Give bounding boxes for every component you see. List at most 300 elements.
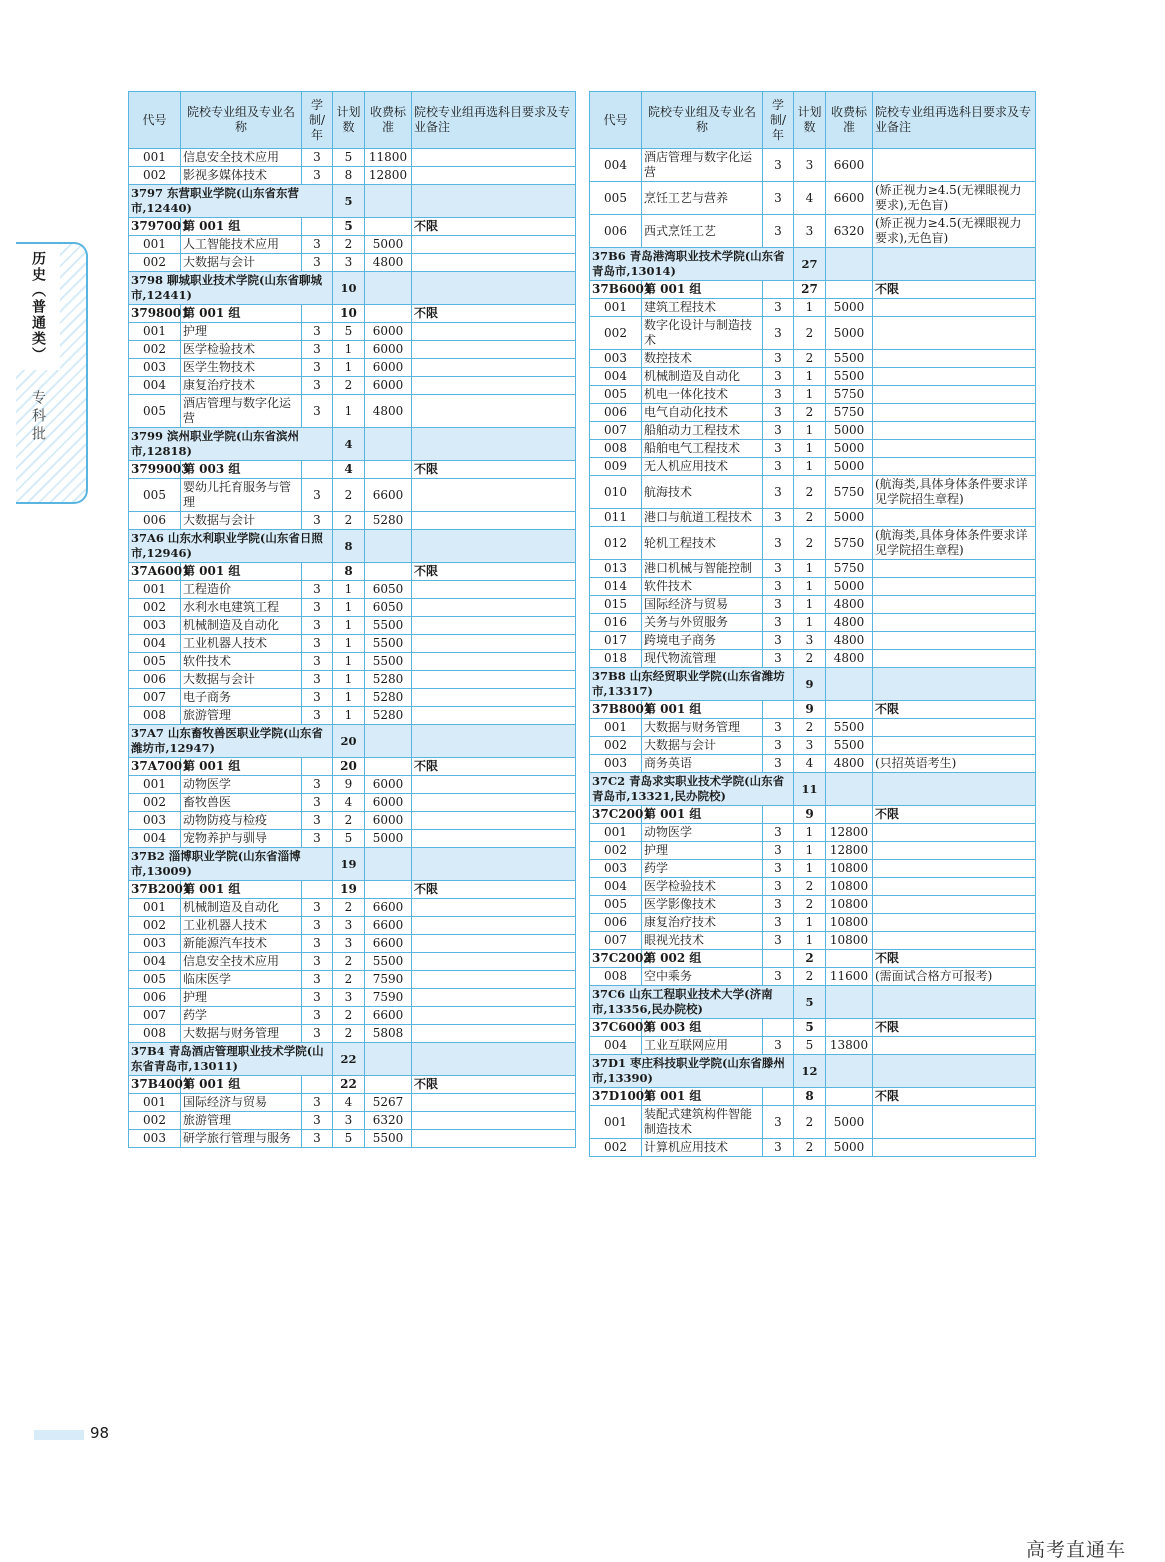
major-name: 商务英语 — [642, 755, 763, 773]
institution-row — [129, 725, 576, 758]
group-note: 不限 — [412, 305, 576, 323]
major-code: 004 — [590, 1037, 642, 1055]
institution-note-empty — [412, 272, 576, 305]
major-note — [412, 617, 576, 635]
major-note — [873, 1037, 1036, 1055]
major-fee: 5808 — [365, 1025, 412, 1043]
major-row — [590, 476, 1036, 509]
major-years: 3 — [302, 617, 333, 635]
major-years: 3 — [763, 614, 794, 632]
major-code: 004 — [590, 149, 642, 182]
institution-name: 37B4 青岛酒店管理职业技术学院(山东省青岛市,13011) — [129, 1043, 333, 1076]
major-row — [129, 830, 576, 848]
group-fee-empty — [365, 305, 412, 323]
major-note — [873, 386, 1036, 404]
major-plan: 1 — [333, 689, 365, 707]
institution-fee-empty — [826, 668, 873, 701]
group-note: 不限 — [412, 461, 576, 479]
major-note: (航海类,具体身体条件要求详见学院招生章程) — [873, 527, 1036, 560]
major-code: 001 — [590, 824, 642, 842]
institution-note-empty — [873, 248, 1036, 281]
major-row — [590, 737, 1036, 755]
major-row — [129, 599, 576, 617]
major-row — [590, 755, 1036, 773]
major-plan: 2 — [794, 404, 826, 422]
institution-row — [590, 668, 1036, 701]
group-code: 37C6003 — [590, 1019, 642, 1037]
major-note — [412, 689, 576, 707]
major-row — [590, 1139, 1036, 1157]
major-fee: 6600 — [365, 479, 412, 512]
major-note — [412, 671, 576, 689]
major-plan: 3 — [333, 1112, 365, 1130]
major-code: 007 — [590, 422, 642, 440]
group-note: 不限 — [873, 950, 1036, 968]
admission-table-right — [589, 91, 1036, 1157]
institution-plan: 11 — [794, 773, 826, 806]
major-note — [412, 917, 576, 935]
major-years: 3 — [763, 578, 794, 596]
major-years: 3 — [763, 719, 794, 737]
group-code: 37B2001 — [129, 881, 181, 899]
major-name: 空中乘务 — [642, 968, 763, 986]
major-fee: 6320 — [826, 215, 873, 248]
major-fee: 12800 — [365, 167, 412, 185]
major-years: 3 — [302, 149, 333, 167]
institution-name: 37A6 山东水利职业学院(山东省日照市,12946) — [129, 530, 333, 563]
major-code: 002 — [590, 737, 642, 755]
major-fee: 5000 — [826, 578, 873, 596]
institution-name: 3797 东营职业学院(山东省东营市,12440) — [129, 185, 333, 218]
major-row — [129, 689, 576, 707]
major-plan: 1 — [794, 596, 826, 614]
group-name: 第 001 组 — [181, 1076, 302, 1094]
major-note — [412, 794, 576, 812]
institution-note-empty — [873, 773, 1036, 806]
major-code: 002 — [129, 917, 181, 935]
institution-note-empty — [412, 530, 576, 563]
major-code: 002 — [129, 341, 181, 359]
major-plan: 3 — [794, 737, 826, 755]
major-years: 3 — [302, 1007, 333, 1025]
institution-note-empty — [412, 428, 576, 461]
header-note: 院校专业组再选科目要求及专业备注 — [412, 92, 576, 149]
major-plan: 1 — [333, 653, 365, 671]
major-note — [873, 932, 1036, 950]
page-number: 98 — [90, 1424, 110, 1442]
group-note: 不限 — [873, 701, 1036, 719]
major-fee: 5500 — [365, 1130, 412, 1148]
major-code: 002 — [129, 167, 181, 185]
major-code: 004 — [129, 953, 181, 971]
group-code: 37B6001 — [590, 281, 642, 299]
major-name: 建筑工程技术 — [642, 299, 763, 317]
major-name: 康复治疗技术 — [181, 377, 302, 395]
major-note — [412, 1025, 576, 1043]
institution-fee-empty — [365, 185, 412, 218]
major-name: 护理 — [181, 323, 302, 341]
major-name: 航海技术 — [642, 476, 763, 509]
major-name: 动物医学 — [642, 824, 763, 842]
major-row — [129, 581, 576, 599]
major-plan: 2 — [794, 650, 826, 668]
major-plan: 2 — [333, 377, 365, 395]
major-fee: 6600 — [826, 149, 873, 182]
major-code: 018 — [590, 650, 642, 668]
group-code: 37D1001 — [590, 1088, 642, 1106]
major-years: 3 — [302, 254, 333, 272]
major-fee: 10800 — [826, 860, 873, 878]
major-fee: 10800 — [826, 932, 873, 950]
institution-plan: 12 — [794, 1055, 826, 1088]
group-years-empty — [302, 218, 333, 236]
group-code: 3798001 — [129, 305, 181, 323]
major-code: 006 — [129, 512, 181, 530]
major-name: 无人机应用技术 — [642, 458, 763, 476]
major-plan: 4 — [794, 755, 826, 773]
major-code: 003 — [590, 350, 642, 368]
institution-note-empty — [412, 725, 576, 758]
major-code: 007 — [129, 1007, 181, 1025]
major-name: 大数据与会计 — [642, 737, 763, 755]
major-name: 船舶电气工程技术 — [642, 440, 763, 458]
major-row — [129, 776, 576, 794]
major-name: 宠物养护与驯导 — [181, 830, 302, 848]
major-plan: 2 — [794, 317, 826, 350]
major-fee: 5750 — [826, 560, 873, 578]
major-plan: 2 — [794, 968, 826, 986]
major-years: 3 — [302, 167, 333, 185]
major-years: 3 — [763, 317, 794, 350]
institution-plan: 4 — [333, 428, 365, 461]
major-code: 007 — [129, 689, 181, 707]
major-plan: 2 — [794, 896, 826, 914]
group-code: 37C2001 — [590, 806, 642, 824]
major-years: 3 — [763, 404, 794, 422]
group-note: 不限 — [412, 563, 576, 581]
major-plan: 5 — [333, 149, 365, 167]
major-years: 3 — [302, 599, 333, 617]
major-note — [412, 323, 576, 341]
major-code: 007 — [590, 932, 642, 950]
major-name: 大数据与会计 — [181, 254, 302, 272]
major-code: 005 — [129, 395, 181, 428]
major-fee: 13800 — [826, 1037, 873, 1055]
major-years: 3 — [302, 794, 333, 812]
major-code: 008 — [590, 968, 642, 986]
major-name: 研学旅行管理与服务 — [181, 1130, 302, 1148]
major-years: 3 — [763, 422, 794, 440]
group-note: 不限 — [412, 881, 576, 899]
major-name: 动物医学 — [181, 776, 302, 794]
major-note — [412, 1130, 576, 1148]
major-years: 3 — [763, 632, 794, 650]
group-code: 37A7001 — [129, 758, 181, 776]
group-fee-empty — [365, 758, 412, 776]
major-row — [590, 299, 1036, 317]
major-years: 3 — [763, 824, 794, 842]
major-fee: 4800 — [826, 596, 873, 614]
major-name: 大数据与会计 — [181, 671, 302, 689]
group-note: 不限 — [412, 1076, 576, 1094]
major-note — [412, 1094, 576, 1112]
major-fee: 6000 — [365, 812, 412, 830]
group-plan: 8 — [794, 1088, 826, 1106]
group-note: 不限 — [873, 806, 1036, 824]
major-code: 003 — [590, 860, 642, 878]
major-fee: 4800 — [826, 650, 873, 668]
major-years: 3 — [763, 368, 794, 386]
major-row — [129, 1130, 576, 1148]
group-fee-empty — [365, 218, 412, 236]
major-row — [590, 368, 1036, 386]
major-code: 001 — [590, 1106, 642, 1139]
group-name: 第 001 组 — [642, 281, 763, 299]
major-note — [412, 512, 576, 530]
institution-name: 37B6 青岛港湾职业技术学院(山东省青岛市,13014) — [590, 248, 794, 281]
group-plan: 5 — [333, 218, 365, 236]
major-code: 011 — [590, 509, 642, 527]
header-fee: 收费标准 — [826, 92, 873, 149]
group-name: 第 001 组 — [181, 305, 302, 323]
major-fee: 7590 — [365, 989, 412, 1007]
major-plan: 1 — [333, 617, 365, 635]
major-years: 3 — [763, 737, 794, 755]
major-plan: 1 — [794, 386, 826, 404]
major-fee: 4800 — [365, 395, 412, 428]
major-fee: 4800 — [826, 632, 873, 650]
major-fee: 6600 — [365, 899, 412, 917]
major-years: 3 — [763, 1139, 794, 1157]
major-row — [129, 377, 576, 395]
major-note — [412, 149, 576, 167]
major-row — [590, 596, 1036, 614]
major-name: 动物防疫与检疫 — [181, 812, 302, 830]
major-row — [129, 671, 576, 689]
major-years: 3 — [302, 830, 333, 848]
major-code: 004 — [590, 878, 642, 896]
major-name: 医学影像技术 — [642, 896, 763, 914]
major-plan: 1 — [794, 368, 826, 386]
major-name: 大数据与财务管理 — [642, 719, 763, 737]
header-fee: 收费标准 — [365, 92, 412, 149]
major-row — [129, 359, 576, 377]
institution-plan: 22 — [333, 1043, 365, 1076]
major-years: 3 — [302, 689, 333, 707]
institution-plan: 20 — [333, 725, 365, 758]
major-plan: 2 — [794, 509, 826, 527]
major-row — [129, 479, 576, 512]
institution-plan: 9 — [794, 668, 826, 701]
major-name: 工业机器人技术 — [181, 917, 302, 935]
group-row — [129, 218, 576, 236]
major-fee: 5500 — [365, 617, 412, 635]
major-name: 康复治疗技术 — [642, 914, 763, 932]
major-note — [873, 719, 1036, 737]
major-row — [129, 1007, 576, 1025]
group-fee-empty — [826, 1088, 873, 1106]
major-plan: 1 — [333, 671, 365, 689]
major-name: 医学检验技术 — [181, 341, 302, 359]
major-name: 药学 — [181, 1007, 302, 1025]
major-code: 013 — [590, 560, 642, 578]
major-name: 现代物流管理 — [642, 650, 763, 668]
institution-name: 3798 聊城职业技术学院(山东省聊城市,12441) — [129, 272, 333, 305]
major-row — [129, 617, 576, 635]
major-note — [873, 149, 1036, 182]
group-years-empty — [763, 281, 794, 299]
major-plan: 1 — [794, 914, 826, 932]
group-years-empty — [763, 701, 794, 719]
major-name: 人工智能技术应用 — [181, 236, 302, 254]
group-plan: 9 — [794, 701, 826, 719]
major-note — [412, 377, 576, 395]
group-plan: 20 — [333, 758, 365, 776]
major-plan: 1 — [794, 860, 826, 878]
major-note — [412, 395, 576, 428]
major-years: 3 — [302, 776, 333, 794]
major-note — [873, 650, 1036, 668]
group-plan: 10 — [333, 305, 365, 323]
major-name: 酒店管理与数字化运营 — [181, 395, 302, 428]
major-name: 烹饪工艺与营养 — [642, 182, 763, 215]
major-years: 3 — [302, 971, 333, 989]
major-plan: 3 — [333, 935, 365, 953]
group-fee-empty — [365, 881, 412, 899]
major-fee: 5750 — [826, 476, 873, 509]
major-code: 002 — [590, 1139, 642, 1157]
major-fee: 4800 — [365, 254, 412, 272]
major-plan: 2 — [794, 719, 826, 737]
major-fee: 7590 — [365, 971, 412, 989]
major-row — [129, 254, 576, 272]
major-plan: 4 — [333, 1094, 365, 1112]
major-years: 3 — [302, 1130, 333, 1148]
major-name: 港口与航道工程技术 — [642, 509, 763, 527]
major-name: 软件技术 — [181, 653, 302, 671]
major-note: (航海类,具体身体条件要求详见学院招生章程) — [873, 476, 1036, 509]
major-name: 跨境电子商务 — [642, 632, 763, 650]
major-code: 004 — [129, 830, 181, 848]
major-row — [129, 794, 576, 812]
major-years: 3 — [763, 596, 794, 614]
major-years: 3 — [763, 1106, 794, 1139]
major-note — [873, 842, 1036, 860]
major-fee: 5000 — [365, 830, 412, 848]
major-row — [129, 971, 576, 989]
major-note — [412, 1007, 576, 1025]
major-plan: 1 — [794, 578, 826, 596]
major-name: 机械制造及自动化 — [181, 617, 302, 635]
major-plan: 2 — [794, 1139, 826, 1157]
major-note — [873, 878, 1036, 896]
major-name: 大数据与财务管理 — [181, 1025, 302, 1043]
major-name: 工业机器人技术 — [181, 635, 302, 653]
major-row — [590, 1037, 1036, 1055]
institution-plan: 27 — [794, 248, 826, 281]
major-code: 017 — [590, 632, 642, 650]
group-row — [590, 806, 1036, 824]
group-row — [590, 950, 1036, 968]
group-row — [590, 701, 1036, 719]
institution-note-empty — [873, 986, 1036, 1019]
major-note — [412, 599, 576, 617]
major-plan: 3 — [794, 149, 826, 182]
header-name: 院校专业组及专业名称 — [181, 92, 302, 149]
major-fee: 5267 — [365, 1094, 412, 1112]
institution-fee-empty — [365, 428, 412, 461]
major-row — [590, 896, 1036, 914]
major-row — [590, 317, 1036, 350]
group-plan: 5 — [794, 1019, 826, 1037]
major-fee: 5500 — [826, 719, 873, 737]
major-code: 008 — [129, 1025, 181, 1043]
group-code: 37B4001 — [129, 1076, 181, 1094]
major-plan: 2 — [333, 971, 365, 989]
major-row — [590, 824, 1036, 842]
major-note — [873, 404, 1036, 422]
major-name: 数控技术 — [642, 350, 763, 368]
major-name: 关务与外贸服务 — [642, 614, 763, 632]
major-row — [129, 1112, 576, 1130]
major-fee: 5000 — [826, 458, 873, 476]
admission-table-left — [128, 91, 576, 1148]
major-name: 工程造价 — [181, 581, 302, 599]
major-note — [873, 368, 1036, 386]
major-note — [873, 914, 1036, 932]
major-note — [873, 1139, 1036, 1157]
major-fee: 6050 — [365, 581, 412, 599]
major-name: 信息安全技术应用 — [181, 953, 302, 971]
major-code: 014 — [590, 578, 642, 596]
major-code: 002 — [129, 599, 181, 617]
group-fee-empty — [365, 1076, 412, 1094]
major-fee: 6320 — [365, 1112, 412, 1130]
major-code: 003 — [590, 755, 642, 773]
group-fee-empty — [365, 461, 412, 479]
major-note — [412, 236, 576, 254]
major-plan: 1 — [333, 707, 365, 725]
major-note — [873, 632, 1036, 650]
major-plan: 1 — [333, 341, 365, 359]
major-years: 3 — [302, 323, 333, 341]
major-plan: 2 — [794, 527, 826, 560]
major-plan: 9 — [333, 776, 365, 794]
group-note: 不限 — [412, 218, 576, 236]
major-row — [129, 917, 576, 935]
major-note — [412, 341, 576, 359]
major-years: 3 — [302, 1025, 333, 1043]
major-name: 装配式建筑构件智能制造技术 — [642, 1106, 763, 1139]
major-fee: 5280 — [365, 689, 412, 707]
institution-fee-empty — [365, 725, 412, 758]
table-body-left — [129, 149, 576, 1148]
group-row — [129, 1076, 576, 1094]
major-code: 006 — [590, 914, 642, 932]
major-code: 003 — [129, 812, 181, 830]
major-note: (只招英语考生) — [873, 755, 1036, 773]
group-plan: 22 — [333, 1076, 365, 1094]
major-name: 电子商务 — [181, 689, 302, 707]
major-fee: 6600 — [365, 917, 412, 935]
major-fee: 12800 — [826, 842, 873, 860]
major-plan: 4 — [794, 182, 826, 215]
major-plan: 2 — [333, 479, 365, 512]
major-code: 001 — [129, 149, 181, 167]
major-row — [129, 149, 576, 167]
group-row — [129, 758, 576, 776]
major-note — [412, 971, 576, 989]
